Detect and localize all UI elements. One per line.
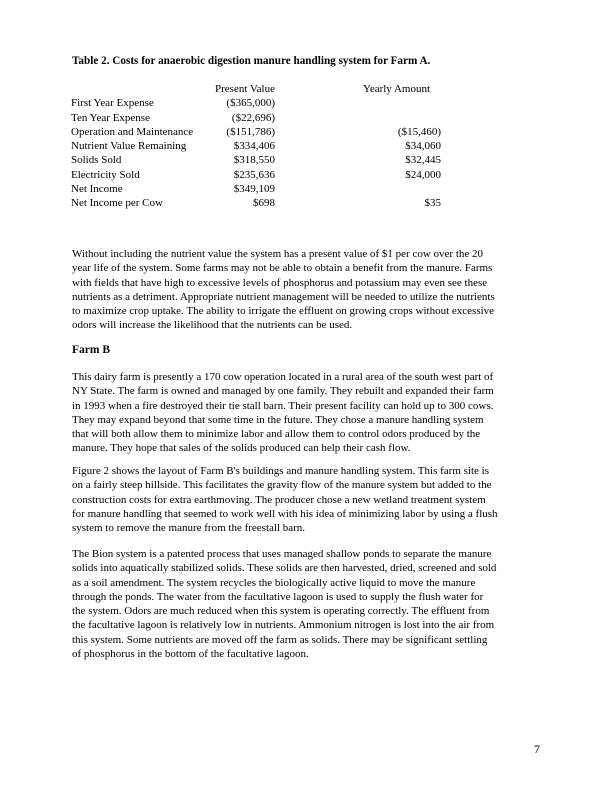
text-line: construction costs for extra earthmoving. The producer chose a new wetland treatment system xyxy=(72,493,486,506)
row-label: Electricity Sold xyxy=(71,168,140,181)
table-row xyxy=(71,139,441,153)
text-line: odors will increase the likelihood that the nutrients can be used. xyxy=(72,319,353,332)
row-yearly-amount: $32,445 xyxy=(405,154,441,167)
table-header-row xyxy=(71,82,441,96)
text-line: for manure handling that seemed to work well with his idea of minimizing labor by using a flush xyxy=(72,507,498,520)
row-label: Net Income per Cow xyxy=(71,197,163,210)
row-present-value: ($365,000) xyxy=(226,97,275,110)
text-line: to maximize crop uptake. The ability to irrigate the effluent on growing crops without excessive xyxy=(72,305,495,318)
text-line: system to remove the manure from the freestall barn. xyxy=(72,522,306,535)
paragraph-nutrient-value xyxy=(72,247,542,333)
text-line: NY State. The farm is owned and managed by one family. They rebuilt and expanded their farm xyxy=(72,385,494,398)
header-blank xyxy=(71,82,215,96)
text-line: this system. Some nutrients are moved off the farm as solids. There may be significant settling xyxy=(72,633,488,646)
text-line: as a soil amendment. The system recycles the biologically active liquid to move the manure xyxy=(72,576,476,589)
text-line: the facultative lagoon is relatively low in nutrients. Ammonium nitrogen is lost into the air from xyxy=(72,619,495,632)
row-label: Solids Sold xyxy=(71,154,122,167)
header-present-value: Present Value xyxy=(215,83,275,95)
row-present-value: $318,550 xyxy=(233,154,275,167)
text-line: in 1993 when a fire destroyed their tie stall barn. Their present facility can hold up to 300 cows. xyxy=(72,399,494,412)
text-line: year life of the system. Some farms may not be able to obtain a benefit from the manure. Farms xyxy=(72,262,493,275)
table-row xyxy=(71,168,441,182)
table-row xyxy=(71,96,441,110)
text-line: nutrients as a detriment. Appropriate nutrient management will be needed to utilize the nutrients xyxy=(72,290,495,303)
paragraph-bion-system xyxy=(72,547,542,661)
header-yearly-amount: Yearly Amount xyxy=(362,83,431,95)
row-present-value: $698 xyxy=(252,197,275,210)
section-heading-farm-b: Farm B xyxy=(72,344,111,356)
row-yearly-amount xyxy=(363,182,441,196)
row-yearly-amount: $24,000 xyxy=(405,168,441,181)
row-present-value: ($151,786) xyxy=(226,125,275,138)
row-label: Net Income xyxy=(71,183,123,196)
text-line: that will both allow them to minimize labor and allow them to control odors produced by the xyxy=(72,428,481,441)
text-line: solids into aquatically stabilized solids. These solids are then harvested, dried, screened and sold xyxy=(72,562,497,575)
table-row xyxy=(71,196,441,210)
text-line: manure. They hope that sales of the solids produced can help their cash flow. xyxy=(72,442,411,455)
row-present-value: $334,406 xyxy=(233,140,275,153)
text-line: Without including the nutrient value the system has a present value of $1 per cow over the 20 xyxy=(72,248,484,260)
table-row xyxy=(71,125,441,139)
text-line: the system. Odors are much reduced when this system is operating correctly. The effluent from xyxy=(72,605,490,618)
page-number: 7 xyxy=(534,742,540,756)
table-row xyxy=(71,111,441,125)
text-line: with fields that have high to excessive levels of phosphorus and potassium may even see these xyxy=(72,276,488,289)
row-present-value: $235,636 xyxy=(233,168,275,181)
text-line: The Bion system is a patented process that uses managed shallow ponds to separate the manure xyxy=(72,548,492,560)
table-caption: Table 2. Costs for anaerobic digestion manure handling system for Farm A. xyxy=(72,55,431,67)
row-yearly-amount xyxy=(363,96,441,110)
costs-table xyxy=(71,82,441,211)
row-label: Nutrient Value Remaining xyxy=(71,140,187,153)
row-label: Operation and Maintenance xyxy=(71,125,194,138)
text-line: of phosphorus in the bottom of the facultative lagoon. xyxy=(72,648,309,661)
row-label: Ten Year Expense xyxy=(71,111,150,124)
text-line: This dairy farm is presently a 170 cow operation located in a rural area of the south west part of xyxy=(72,371,494,383)
table-row xyxy=(71,182,441,196)
row-yearly-amount xyxy=(363,111,441,125)
text-line: They may expand beyond that some time in the future. They chose a manure handling system xyxy=(72,413,484,426)
text-line: on a fairly steep hillside. This facilitates the gravity flow of the manure system but added to the xyxy=(72,479,492,492)
text-line: Figure 2 shows the layout of Farm B's buildings and manure handling system. This farm site is xyxy=(72,465,489,477)
row-label: First Year Expense xyxy=(71,97,154,110)
row-yearly-amount: ($15,460) xyxy=(397,125,441,138)
paragraph-figure-2 xyxy=(72,464,542,535)
table-row xyxy=(71,153,441,167)
paragraph-farm-b-intro xyxy=(72,370,542,456)
row-present-value: $349,109 xyxy=(233,183,275,196)
row-yearly-amount: $34,060 xyxy=(405,140,441,153)
row-present-value: ($22,696) xyxy=(231,111,275,124)
row-yearly-amount: $35 xyxy=(424,197,441,210)
text-line: through the ponds. The water from the facultative lagoon is used to supply the flush water for xyxy=(72,590,484,603)
